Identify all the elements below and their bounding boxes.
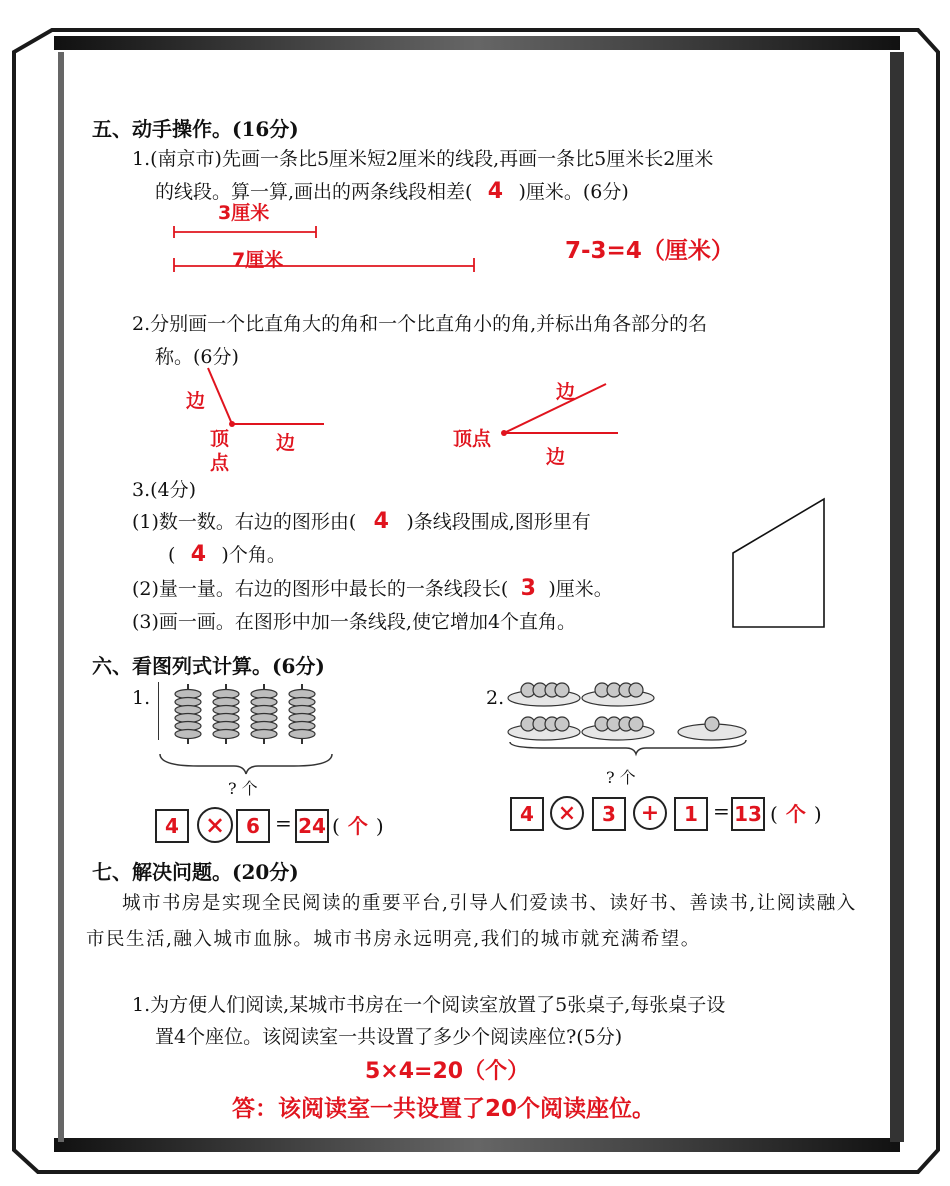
section6-title: 六、看图列式计算。(6分): [92, 654, 325, 678]
q5-3-p1b-suffix: )个角。: [221, 544, 286, 566]
q7-1-line1: 1.为方便人们阅读,某城市书房在一个阅读室放置了5张桌子,每张桌子设: [132, 994, 726, 1016]
q5-3-p1b: [168, 543, 286, 567]
q6-1-box-result: 24: [295, 809, 329, 843]
apple-plates-picture: [506, 676, 756, 772]
abacus-picture: [158, 680, 358, 776]
q6-1-unit-close: ): [375, 814, 384, 838]
q6-2-question: ? 个: [606, 768, 636, 787]
q6-2-op2-circle: +: [633, 796, 667, 830]
q5-3-p1-suffix: )条线段围成,图形里有: [406, 511, 591, 533]
q6-2-box-b: 3: [592, 797, 626, 831]
q5-3-p2-prefix: (2)量一量。右边的图形中最长的一条线段长(: [132, 578, 509, 600]
q6-1-unit-text: 个: [347, 814, 368, 838]
q6-2-unit-open: (: [770, 802, 778, 826]
q6-2-box-result: 13: [731, 797, 765, 831]
q5-2-line1: 2.分别画一个比直角大的角和一个比直角小的角,并标出角各部分的名: [132, 313, 708, 335]
q6-1-box-b: 6: [236, 809, 270, 843]
q5-2-line2: 称。(6分): [155, 346, 239, 368]
angle1-vertex-2: 点: [210, 452, 230, 474]
q5-3-p2-suffix: )厘米。: [548, 578, 613, 600]
q5-3-p1-blank: 4: [373, 509, 389, 534]
section5-title: 五、动手操作。(16分): [92, 117, 299, 141]
section7-intro: 城市书房是实现全民阅读的重要平台,引导人们爱读书、读好书、善读书,让阅读融入市民生活,融入城市血脉。城市书房永远明亮,我们的城市就充满希望。: [86, 893, 857, 950]
segment1-label: 3厘米: [218, 202, 270, 224]
q5-1-prefix: 的线段。算一算,画出的两条线段相差(: [155, 181, 473, 203]
q5-3-p1b-prefix: (: [168, 544, 176, 566]
angle1-vertex-1: 顶: [210, 428, 230, 450]
q6-1-question: ? 个: [228, 779, 258, 798]
q5-3-p2-blank: 3: [520, 576, 536, 601]
q5-3-p3: (3)画一画。在图形中加一条线段,使它增加4个直角。: [132, 611, 577, 633]
q6-2-unit-close: ): [813, 802, 822, 826]
q5-3-p1b-blank: 4: [190, 542, 207, 567]
q6-1-op-circle: ×: [197, 807, 233, 843]
q6-2-unit-text: 个: [785, 802, 806, 826]
q6-2-box-a: 4: [510, 797, 544, 831]
angle1-side-top: 边: [186, 390, 206, 412]
section7-title: 七、解决问题。(20分): [92, 860, 299, 884]
angle2-side-top: 边: [556, 381, 576, 403]
q6-1-num: 1.: [132, 687, 151, 709]
angle2-vertex: 顶点: [453, 428, 492, 450]
angle2-side-bottom: 边: [546, 446, 566, 468]
q5-1-line1: 1.(南京市)先画一条比5厘米短2厘米的线段,再画一条比5厘米长2厘米: [132, 148, 714, 170]
q6-1-eq: =: [275, 811, 292, 835]
q6-2-box-c: 1: [674, 797, 708, 831]
acute-angle-side-1: [504, 384, 606, 433]
q5-3-head: 3.(4分): [132, 479, 197, 501]
angle1-side-bottom: 边: [276, 432, 296, 454]
q6-2-op1-circle: ×: [550, 796, 584, 830]
q6-1-unit-open: (: [332, 814, 340, 838]
q5-3-p2: [132, 577, 613, 601]
q7-1-calc: 5×4=20（个）: [365, 1059, 530, 1084]
q5-3-p1: [132, 510, 591, 534]
q6-2-eq: =: [713, 799, 730, 823]
q7-1-line2: 置4个座位。该阅读室一共设置了多少个阅读座位?(5分): [155, 1026, 623, 1048]
q6-2-num: 2.: [486, 687, 505, 709]
q5-1-suffix: )厘米。(6分): [518, 181, 629, 203]
obtuse-angle-side-1: [208, 368, 232, 424]
q5-1-blank: 4: [487, 179, 504, 204]
q5-3-p1-prefix: (1)数一数。右边的图形由(: [132, 511, 357, 533]
q6-1-unit: [332, 810, 384, 839]
q7-1-answer: 答：该阅读室一共设置了20个阅读座位。: [232, 1096, 656, 1122]
segment2-label: 7厘米: [232, 249, 284, 271]
segments-drawing: [170, 222, 490, 272]
q6-1-box-a: 4: [155, 809, 189, 843]
q6-2-unit: [770, 798, 822, 827]
trapezoid-figure: [728, 495, 828, 631]
q5-1-calc: 7-3=4（厘米）: [565, 238, 734, 264]
